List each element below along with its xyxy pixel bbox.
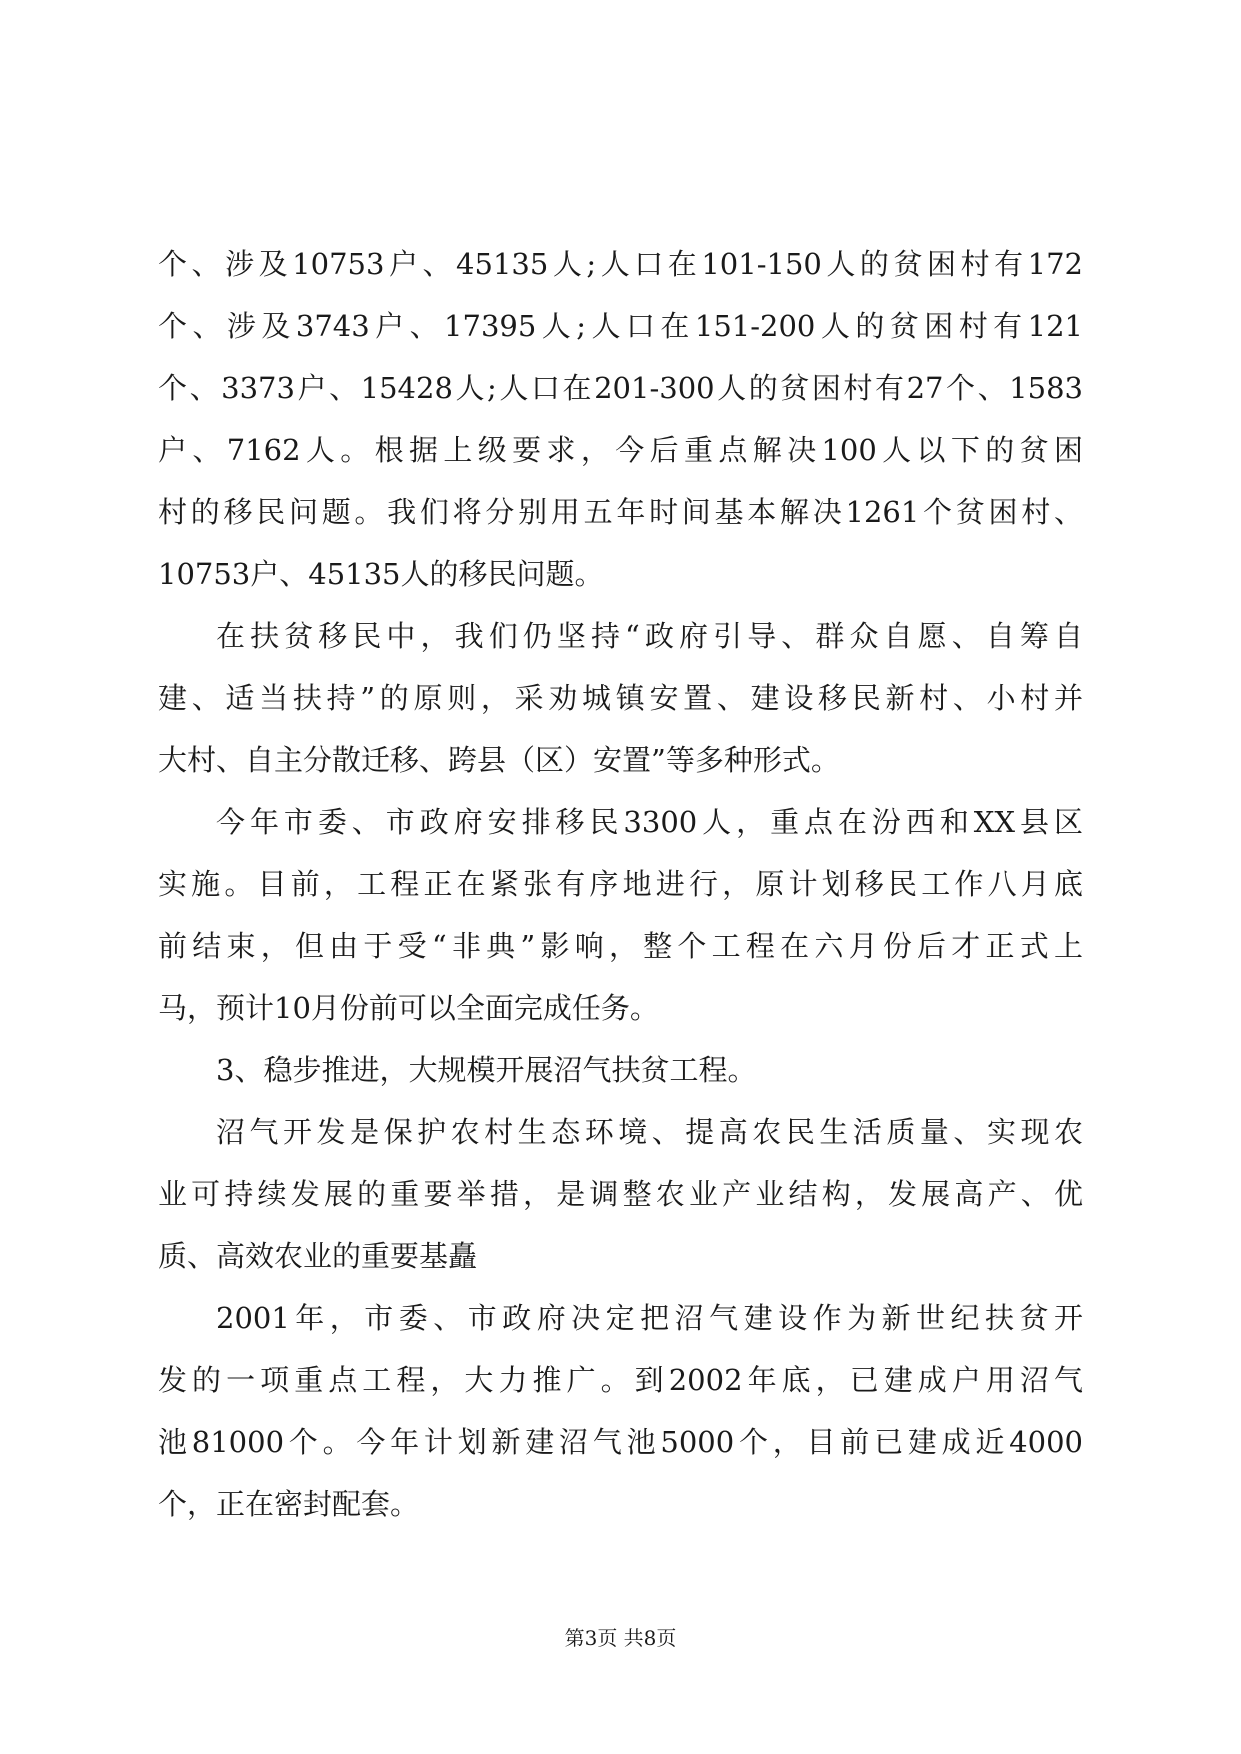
text-line: 沼气开发是保护农村生态环境、提高农民生活质量、实现农 — [216, 1115, 1083, 1149]
text-line: 个、3373户、15428人;人口在201-300人的贫困村有27个、1583 — [158, 371, 1083, 405]
text-line: 户、7162人。根据上级要求，今后重点解决100人以下的贫困 — [158, 433, 1083, 467]
text-line: 前结束，但由于受“非典”影响，整个工程在六月份后才正式上 — [158, 929, 1083, 963]
text-line: 个，正在密封配套。 — [158, 1487, 420, 1521]
paragraph — [158, 233, 1083, 605]
paragraph — [158, 1101, 1083, 1287]
text-line: 今年市委、市政府安排移民3300人，重点在汾西和XX县区 — [216, 805, 1083, 839]
text-line: 业可持续发展的重要举措，是调整农业产业结构，发展高产、优 — [158, 1177, 1083, 1211]
text-line: 实施。目前，工程正在紧张有序地进行，原计划移民工作八月底 — [158, 867, 1083, 901]
paragraph — [158, 791, 1083, 1039]
text-line: 大村、自主分散迁移、跨县（区）安置”等多种形式。 — [158, 743, 840, 777]
text-line: 质、高效农业的重要基矗 — [158, 1239, 478, 1273]
text-line: 3、稳步推进，大规模开展沼气扶贫工程。 — [216, 1053, 757, 1087]
text-line: 在扶贫移民中，我们仍坚持“政府引导、群众自愿、自筹自 — [216, 619, 1083, 653]
text-line: 10753户、45135人的移民问题。 — [158, 557, 604, 591]
page-footer: 第3页 共8页 — [564, 1626, 677, 1650]
text-line: 村的移民问题。我们将分别用五年时间基本解决1261个贫困村、 — [158, 495, 1083, 529]
text-line: 2001年，市委、市政府决定把沼气建设作为新世纪扶贫开 — [216, 1301, 1083, 1335]
document-body — [158, 233, 1083, 1535]
text-line: 马，预计10月份前可以全面完成任务。 — [158, 991, 659, 1025]
text-line: 发的一项重点工程，大力推广。到2002年底，已建成户用沼气 — [158, 1363, 1083, 1397]
paragraph — [158, 605, 1083, 791]
text-line: 个、涉及3743户、17395人;人口在151-200人的贫困村有121 — [158, 309, 1083, 343]
paragraph — [158, 1039, 1083, 1101]
text-line: 池81000个。今年计划新建沼气池5000个，目前已建成近4000 — [158, 1425, 1083, 1459]
text-line: 建、适当扶持”的原则，采劝城镇安置、建设移民新村、小村并 — [158, 681, 1083, 715]
paragraph — [158, 1287, 1083, 1535]
text-line: 个、涉及10753户、45135人;人口在101-150人的贫困村有172 — [158, 247, 1083, 281]
